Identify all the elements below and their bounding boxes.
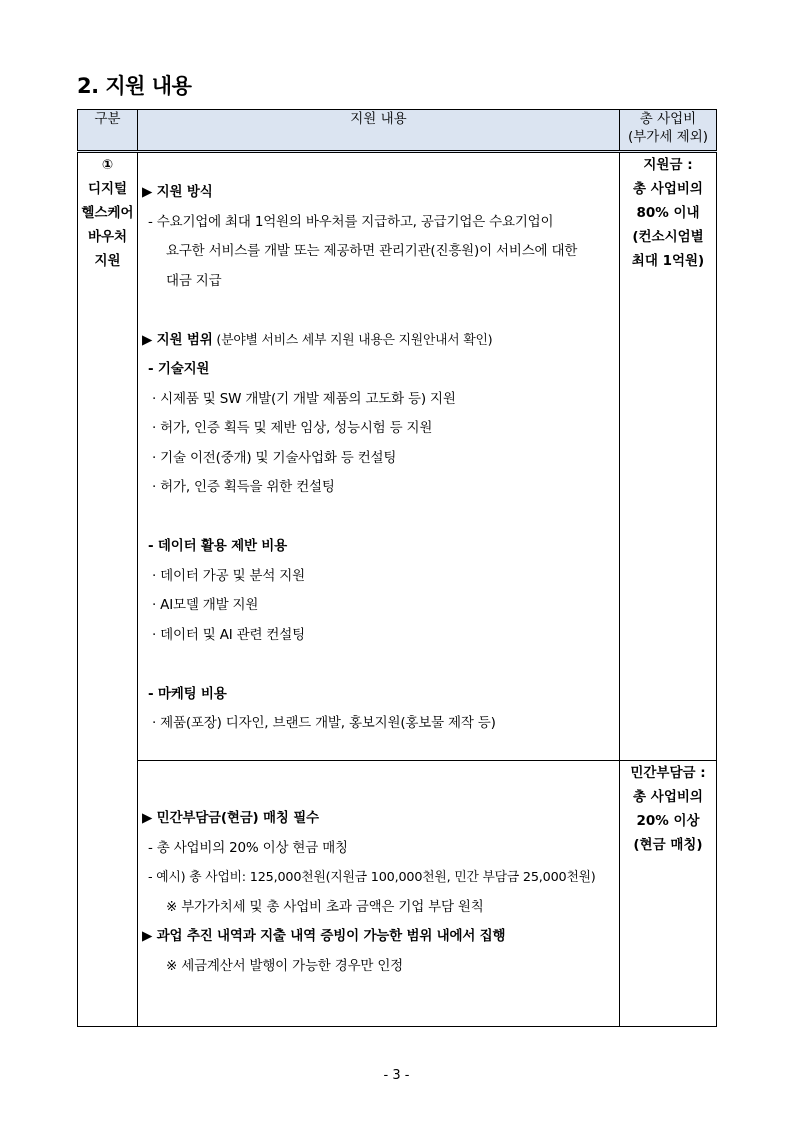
cost-line: (현금 매칭) xyxy=(633,837,703,853)
method-line: 대금 지급 xyxy=(166,272,222,289)
cost-line: 80% 이내 xyxy=(636,205,700,221)
method-title: ▶ 지원 방식 xyxy=(142,184,213,200)
method-line: 요구한 서비스를 개발 또는 제공하면 관리기관(진흥원)이 서비스에 대한 xyxy=(166,243,578,259)
page-number: - 3 - xyxy=(383,1068,410,1083)
cost-line: 20% 이상 xyxy=(636,813,700,829)
cost-line: 지원금 : xyxy=(643,157,693,173)
scope-note: (분야별 서비스 세부 지원 내용은 지원안내서 확인) xyxy=(212,332,493,348)
category-cell xyxy=(78,152,138,1027)
support-content-table xyxy=(77,109,717,1027)
content-cell-matching xyxy=(138,761,620,1027)
cost-line: 민간부담금 : xyxy=(630,765,706,781)
header-cost-line2: (부가세 제외) xyxy=(627,129,709,145)
exec-note: ※ 세금계산서 발행이 가능한 경우만 인정 xyxy=(166,957,404,974)
category-line: 바우처 xyxy=(87,229,128,245)
matching-title: ▶ 민간부담금(현금) 매칭 필수 xyxy=(142,810,319,826)
exec-title: ▶ 과업 추진 내역과 지출 내역 증빙이 가능한 범위 내에서 집행 xyxy=(142,928,506,944)
matching-line: - 예시) 총 사업비: 125,000천원(지원금 100,000천원, 민간 부담금 25,000천원) xyxy=(148,870,596,885)
data-title: - 데이터 활용 제반 비용 xyxy=(148,538,287,554)
cost-line: 총 사업비의 xyxy=(633,181,703,197)
category-line: ① xyxy=(101,157,114,173)
table-row xyxy=(78,152,717,761)
header-cost-line1: 총 사업비 xyxy=(639,111,697,127)
category-line: 디지털 xyxy=(87,181,128,197)
header-category: 구분 xyxy=(78,110,138,152)
table-row xyxy=(78,761,717,1027)
method-line: - 수요기업에 최대 1억원의 바우처를 지급하고, 공급기업은 수요기업이 xyxy=(148,213,554,230)
data-item: · AI모델 개발 지원 xyxy=(152,597,259,613)
cost-line: (컨소시엄별 xyxy=(632,229,704,245)
cost-cell-private xyxy=(620,761,717,1027)
header-content: 지원 내용 xyxy=(138,110,620,152)
tech-item: · 허가, 인증 획득 및 제반 임상, 성능시험 등 지원 xyxy=(152,420,433,436)
marketing-title: - 마케팅 비용 xyxy=(148,685,227,702)
category-line: 지원 xyxy=(94,253,121,269)
matching-line: ※ 부가가치세 및 총 사업비 초과 금액은 기업 부담 원칙 xyxy=(166,898,484,915)
cost-cell-support xyxy=(620,152,717,761)
data-item: · 데이터 가공 및 분석 지원 xyxy=(152,567,305,584)
marketing-item: · 제품(포장) 디자인, 브랜드 개발, 홍보지원(홍보물 제작 등) xyxy=(152,715,496,731)
table-header-row xyxy=(78,110,717,152)
tech-item: · 기술 이전(중개) 및 기술사업화 등 컨설팅 xyxy=(152,449,397,466)
cost-line: 총 사업비의 xyxy=(633,789,703,805)
matching-line: - 총 사업비의 20% 이상 현금 매칭 xyxy=(148,839,348,856)
tech-item: · 허가, 인증 획득을 위한 컨설팅 xyxy=(152,479,335,495)
scope-line xyxy=(142,326,615,356)
tech-title: - 기술지원 xyxy=(148,361,210,377)
tech-item: · 시제품 및 SW 개발(기 개발 제품의 고도화 등) 지원 xyxy=(152,390,456,407)
cost-line: 최대 1억원) xyxy=(631,253,705,269)
data-item: · 데이터 및 AI 관련 컨설팅 xyxy=(152,626,305,643)
scope-title: ▶ 지원 범위 xyxy=(142,331,213,348)
header-cost xyxy=(620,110,717,152)
category-line: 헬스케어 xyxy=(81,205,134,221)
section-title: 2. 지원 내용 xyxy=(77,74,192,98)
content-cell-voucher xyxy=(138,152,620,761)
